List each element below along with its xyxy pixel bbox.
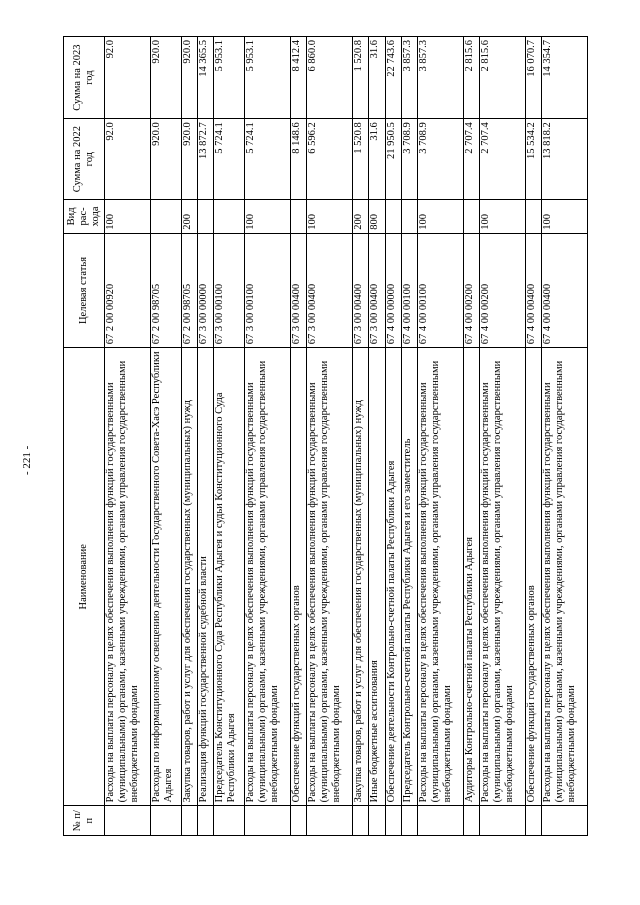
table-row <box>105 37 151 836</box>
cell-num <box>369 806 385 836</box>
cell-sum-2022: 8 148.6 <box>291 119 307 200</box>
cell-sum-2023: 16 070.7 <box>525 37 541 119</box>
cell-name: Расходы на выплаты персоналу в целях обеспечения выполнения функций государственными (муниципальными) органами, казенными учреждениями, органами управления государственными внебюджетными фондами <box>417 348 463 806</box>
cell-name: Обеспечение функций государственных органов <box>291 348 307 806</box>
cell-sum-2023: 3 857.3 <box>417 37 463 119</box>
table-row <box>150 37 181 836</box>
cell-sum-2023: 1 520.8 <box>353 37 369 119</box>
cell-sum-2023: 920.0 <box>150 37 181 119</box>
cell-code: 67 2 00 98705 <box>181 233 197 348</box>
header-code: Целевая статья <box>64 233 105 348</box>
cell-code: 67 3 00 00400 <box>369 233 385 348</box>
cell-vid <box>198 200 214 234</box>
cell-vid: 800 <box>369 200 385 234</box>
cell-sum-2022: 21 950.5 <box>385 119 401 200</box>
cell-name: Обеспечение деятельности Контрольно-счетной палаты Республики Адыгея <box>385 348 401 806</box>
header-num: № п/п <box>64 806 105 836</box>
cell-vid <box>385 200 401 234</box>
cell-code: 67 4 00 00100 <box>417 233 463 348</box>
cell-vid <box>463 200 479 234</box>
cell-num <box>353 806 369 836</box>
cell-sum-2022: 920.0 <box>150 119 181 200</box>
cell-num <box>214 806 245 836</box>
cell-vid: 100 <box>417 200 463 234</box>
cell-sum-2023: 5 953.1 <box>214 37 245 119</box>
header-sum-2022: Сумма на 2022 год <box>64 119 105 200</box>
cell-name: Расходы на выплаты персоналу в целях обеспечения выполнения функций государственными (муниципальными) органами, казенными учреждениями, органами управления государственными внебюджетными фондами <box>105 348 151 806</box>
cell-vid: 100 <box>542 200 588 234</box>
cell-code: 67 2 00 98705 <box>150 233 181 348</box>
cell-sum-2023: 14 365.5 <box>198 37 214 119</box>
cell-code: 67 3 00 00100 <box>245 233 291 348</box>
cell-name: Расходы на выплаты персоналу в целях обеспечения выполнения функций государственными (муниципальными) органами, казенными учреждениями, органами управления государственными внебюджетными фондами <box>542 348 588 806</box>
cell-sum-2022: 3 708.9 <box>417 119 463 200</box>
cell-code: 67 4 00 00000 <box>385 233 401 348</box>
cell-vid: 100 <box>479 200 525 234</box>
table-row <box>542 37 588 836</box>
cell-sum-2022: 3 708.9 <box>401 119 417 200</box>
cell-sum-2023: 3 857.3 <box>401 37 417 119</box>
cell-sum-2022: 5 724.1 <box>245 119 291 200</box>
table-row <box>369 37 385 836</box>
cell-code: 67 4 00 00200 <box>479 233 525 348</box>
cell-sum-2022: 2 707.4 <box>463 119 479 200</box>
cell-sum-2022: 6 596.2 <box>307 119 353 200</box>
cell-vid: 200 <box>353 200 369 234</box>
cell-name: Расходы на выплаты персоналу в целях обеспечения выполнения функций государственными (муниципальными) органами, казенными учреждениями, органами управления государственными внебюджетными фондами <box>479 348 525 806</box>
cell-code: 67 2 00 00920 <box>105 233 151 348</box>
cell-sum-2023: 6 860.0 <box>307 37 353 119</box>
cell-sum-2023: 14 354.7 <box>542 37 588 119</box>
table-row <box>198 37 214 836</box>
budget-table <box>63 36 588 836</box>
cell-sum-2023: 2 815.6 <box>479 37 525 119</box>
cell-code: 67 3 00 00100 <box>214 233 245 348</box>
cell-vid: 100 <box>105 200 151 234</box>
cell-vid <box>401 200 417 234</box>
cell-num <box>150 806 181 836</box>
cell-vid <box>214 200 245 234</box>
cell-code: 67 4 00 00200 <box>463 233 479 348</box>
cell-vid: 100 <box>245 200 291 234</box>
cell-num <box>181 806 197 836</box>
table-header-row <box>64 37 105 836</box>
cell-name: Председатель Конституционного Суда Республики Адыгея и судьи Конституционного Суда Республики Адыгея <box>214 348 245 806</box>
table-row <box>181 37 197 836</box>
cell-vid <box>291 200 307 234</box>
cell-num <box>198 806 214 836</box>
cell-sum-2022: 92.0 <box>105 119 151 200</box>
cell-name: Закупка товаров, работ и услуг для обеспечения государственных (муниципальных) нужд <box>181 348 197 806</box>
cell-sum-2023: 2 815.6 <box>463 37 479 119</box>
cell-code: 67 3 00 00400 <box>291 233 307 348</box>
header-name: Наименование <box>64 348 105 806</box>
cell-num <box>417 806 463 836</box>
cell-vid <box>150 200 181 234</box>
cell-num <box>291 806 307 836</box>
cell-name: Расходы на выплаты персоналу в целях обеспечения выполнения функций государственными (муниципальными) органами, казенными учреждениями, органами управления государственными внебюджетными фондами <box>307 348 353 806</box>
cell-code: 67 4 00 00100 <box>401 233 417 348</box>
table-row <box>214 37 245 836</box>
rotated-table-container <box>63 36 588 836</box>
cell-sum-2022: 13 818.2 <box>542 119 588 200</box>
header-vid: Вид рас-хода <box>64 200 105 234</box>
cell-num <box>245 806 291 836</box>
cell-code: 67 4 00 00400 <box>542 233 588 348</box>
table-row <box>385 37 401 836</box>
cell-name: Аудиторы Контрольно-счетной палаты Республики Адыгея <box>463 348 479 806</box>
cell-code: 67 4 00 00400 <box>525 233 541 348</box>
cell-num <box>307 806 353 836</box>
cell-sum-2022: 1 520.8 <box>353 119 369 200</box>
cell-name: Председатель Контрольно-счетной палаты Республики Адыгея и его заместитель <box>401 348 417 806</box>
cell-vid: 200 <box>181 200 197 234</box>
cell-code: 67 3 00 00400 <box>307 233 353 348</box>
cell-vid <box>525 200 541 234</box>
table-row <box>291 37 307 836</box>
header-sum-2023: Сумма на 2023 год <box>64 37 105 119</box>
cell-sum-2022: 31.6 <box>369 119 385 200</box>
cell-sum-2022: 2 707.4 <box>479 119 525 200</box>
cell-name: Расходы на выплаты персоналу в целях обеспечения выполнения функций государственными (муниципальными) органами, казенными учреждениями, органами управления государственными внебюджетными фондами <box>245 348 291 806</box>
cell-num <box>542 806 588 836</box>
cell-num <box>105 806 151 836</box>
cell-name: Закупка товаров, работ и услуг для обеспечения государственных (муниципальных) нужд <box>353 348 369 806</box>
cell-num <box>463 806 479 836</box>
cell-num <box>385 806 401 836</box>
table-row <box>307 37 353 836</box>
cell-num <box>479 806 525 836</box>
table-row <box>463 37 479 836</box>
cell-name: Иные бюджетные ассигнования <box>369 348 385 806</box>
cell-sum-2022: 15 534.2 <box>525 119 541 200</box>
table-row <box>245 37 291 836</box>
cell-sum-2023: 5 953.1 <box>245 37 291 119</box>
cell-sum-2023: 31.6 <box>369 37 385 119</box>
cell-name: Обеспечение функций государственных органов <box>525 348 541 806</box>
table-body <box>105 37 588 836</box>
table-row <box>525 37 541 836</box>
cell-sum-2022: 5 724.1 <box>214 119 245 200</box>
table-row <box>401 37 417 836</box>
cell-sum-2022: 920.0 <box>181 119 197 200</box>
cell-code: 67 3 00 00000 <box>198 233 214 348</box>
cell-name: Реализация функций государственной судебной власти <box>198 348 214 806</box>
cell-sum-2023: 22 743.6 <box>385 37 401 119</box>
cell-sum-2023: 8 412.4 <box>291 37 307 119</box>
cell-sum-2023: 92.0 <box>105 37 151 119</box>
cell-code: 67 3 00 00400 <box>353 233 369 348</box>
table-row <box>479 37 525 836</box>
cell-num <box>525 806 541 836</box>
cell-vid: 100 <box>307 200 353 234</box>
cell-name: Расходы по информационному освещению деятельности Государственного Совета-Хасэ Республики Адыгея <box>150 348 181 806</box>
cell-sum-2022: 13 872.7 <box>198 119 214 200</box>
cell-sum-2023: 920.0 <box>181 37 197 119</box>
table-row <box>417 37 463 836</box>
table-row <box>353 37 369 836</box>
page-number: - 221 - <box>21 445 33 475</box>
cell-num <box>401 806 417 836</box>
